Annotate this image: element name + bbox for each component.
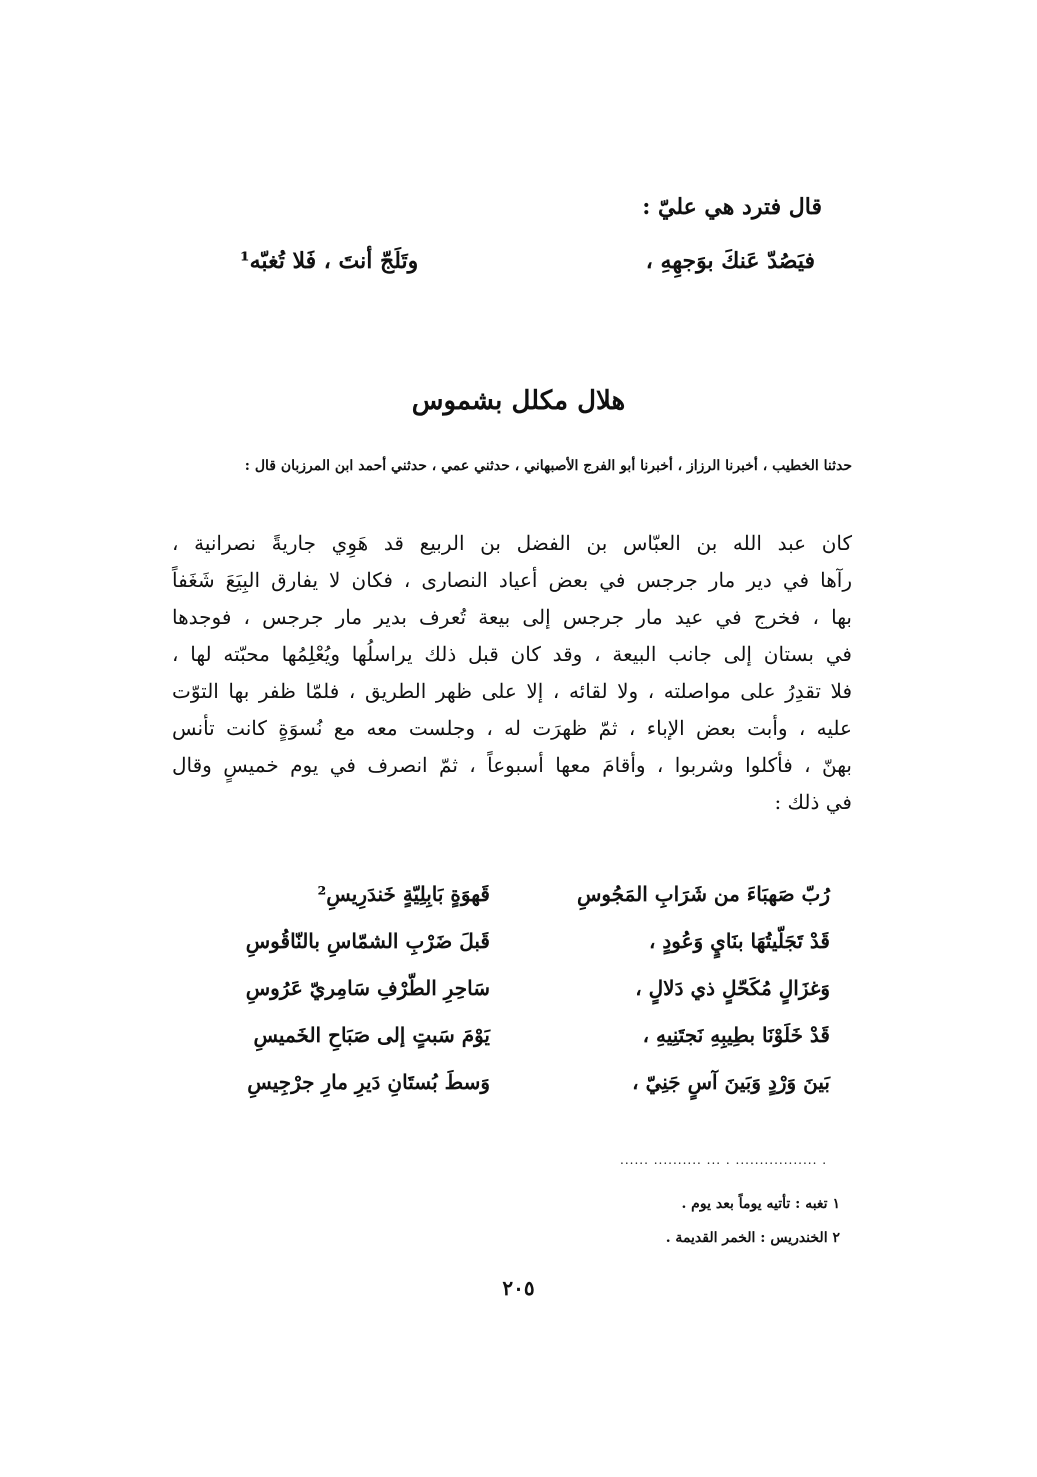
narrative-line: في ذلك : bbox=[774, 790, 852, 814]
poem-first-hemistich: بَينَ وَرْدٍ وَبَينَ آسٍ جَنِيّ ، bbox=[632, 1069, 830, 1094]
intro-verse-second-hemistich: وتَلَجّ أنتَ ، فَلا تُغبّه¹ bbox=[240, 248, 419, 274]
poem-first-hemistich: وَغزَالٍ مُكَحّلٍ ذي دَلالٍ ، bbox=[635, 975, 830, 1000]
narrative-line: فلا تقدِرُ على مواصلته ، ولا لقائه ، إلا على ظهر الطريق ، فلمّا ظفر بها التوّت bbox=[172, 679, 852, 703]
page-number: ٢٠٥ bbox=[502, 1276, 535, 1300]
footnote: ٢ الخندريس : الخمر القديمة . bbox=[665, 1230, 840, 1246]
poem-verse bbox=[190, 1058, 830, 1105]
poem-first-hemistich: قَدْ تَجَلّيتُهَا بنَايٍ وَعُودٍ ، bbox=[648, 928, 830, 953]
poem-verse bbox=[190, 1011, 830, 1058]
section-title: هلال مكلل بشموس bbox=[411, 386, 626, 416]
footnote: ١ تغبه : تأتيه يوماً بعد يوم . bbox=[681, 1196, 840, 1212]
intro-lead: قال فترد هي عليّ : bbox=[642, 194, 822, 220]
narrative-line: بها ، فخرج في عيد مار جرجس إلى بيعة تُعرف بدير مار جرجس ، فوجدها bbox=[172, 605, 852, 629]
omission-dots: ...... .......... ... . ................. . bbox=[620, 1153, 828, 1167]
poem-verse bbox=[190, 870, 830, 917]
narrative-line: رآها في دير مار جرجس في بعض أعياد النصارى ، فكان لا يفارق البِيَعَ شَغَفاً bbox=[172, 568, 852, 592]
isnad-chain: حدثنا الخطيب ، أخبرنا الرزاز ، أخبرنا أبو الفرج الأصبهاني ، حدثني عمي ، حدثني أحمد ابن المرزبان قال : bbox=[244, 458, 852, 474]
intro-verse-first-hemistich: فيَصُدّ عَنكَ بوَجهِهِ ، bbox=[645, 248, 815, 274]
poem-first-hemistich: قَدْ خَلَوْنَا بطِيبِهِ نَجتَنِيهِ ، bbox=[642, 1022, 830, 1047]
poem-verse bbox=[190, 917, 830, 964]
intro-verse bbox=[240, 248, 815, 274]
poem bbox=[190, 870, 830, 1105]
poem-first-hemistich: رُبّ صَهبَاءَ من شَرَابِ المَجُوسِ bbox=[576, 881, 830, 906]
poem-second-hemistich: قَهوَةٍ بَابِلِيّةٍ خَندَرِيسِ² bbox=[317, 881, 490, 906]
poem-verse bbox=[190, 964, 830, 1011]
narrative-paragraph bbox=[172, 525, 852, 821]
poem-second-hemistich: وَسطَ بُستَانِ دَيرِ مارِ جرْجِيسِ bbox=[247, 1069, 490, 1094]
poem-second-hemistich: قَبلَ ضَرْبِ الشمّاسِ بالنّاقُوسِ bbox=[245, 928, 490, 953]
narrative-line: عليه ، وأبت بعض الإباء ، ثمّ ظهرَت له ، وجلست معه مع نُسوَةٍ كانت تأنس bbox=[172, 716, 852, 740]
poem-second-hemistich: سَاحِرِ الطّرْفِ سَامِريّ عَرُوسِ bbox=[245, 975, 490, 1000]
narrative-line: في بستان إلى جانب البيعة ، وقد كان قبل ذلك يراسلُها ويُعْلِمُها محبّته لها ، bbox=[172, 642, 852, 666]
poem-second-hemistich: يَوْمَ سَبتٍ إلى صَبَاحِ الخَميسِ bbox=[253, 1022, 490, 1047]
narrative-line: بهنّ ، فأكلوا وشربوا ، وأقامَ معها أسبوعاً ، ثمّ انصرف في يوم خميسٍ وقال bbox=[172, 753, 852, 777]
footnotes bbox=[666, 1187, 840, 1255]
narrative-line: كان عبد الله بن العبّاس بن الفضل بن الربيع قد هَوِي جاريةً نصرانية ، bbox=[172, 531, 852, 555]
